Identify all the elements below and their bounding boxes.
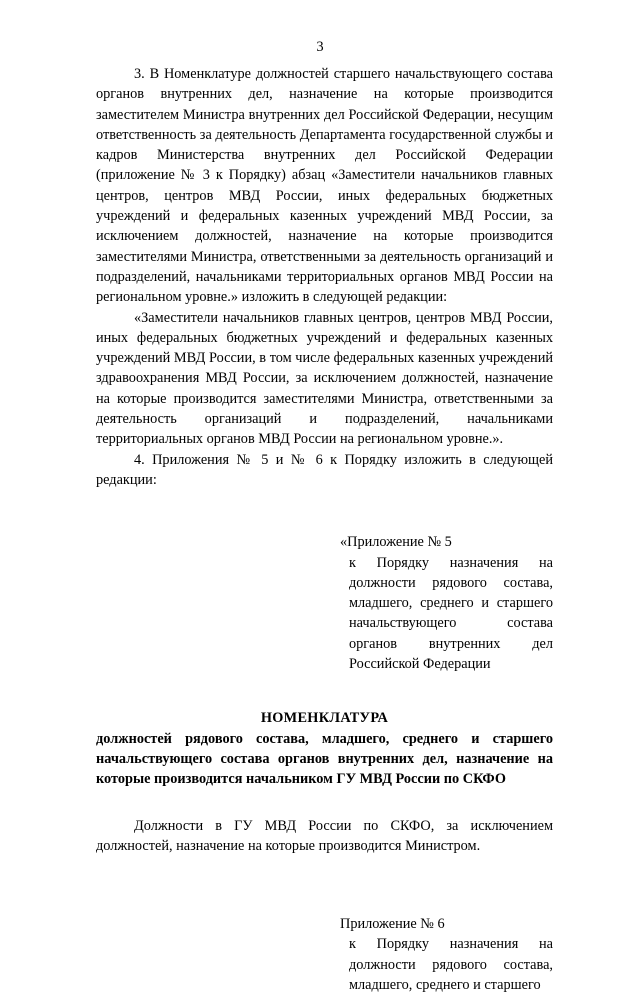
appendix-6-title: Приложение № 6 <box>340 916 445 933</box>
paragraph-positions-note: Должности в ГУ МВД России по СКФО, за исключением должностей, назначение на которые производится Министром. <box>96 817 553 854</box>
appendix-5-title: «Приложение № 5 <box>340 534 452 551</box>
nomenclature-heading: НОМЕНКЛАТУРА <box>260 710 389 727</box>
spacer-before-appendix-6 <box>96 856 553 914</box>
appendix-5-block <box>340 532 553 674</box>
document-body <box>96 64 553 995</box>
spacer-before-positions-note <box>96 790 553 816</box>
appendix-6-block <box>340 914 553 995</box>
page-number: 3 <box>316 39 324 55</box>
appendix-5-body: к Порядку назначения на должности рядового состава, младшего, среднего и старшего начальствующего состава органов внутренних дел Российской Федерации <box>349 554 553 673</box>
paragraph-item-3: 3. В Номенклатуре должностей старшего начальствующего состава органов внутренних дел, назначение на которые производится заместителем Министра внутренних дел Российской Федерации, несущим ответственность за деятельность Департамента государственной службы и кадров Министерства внутренних дел Российской Федерации (приложение № 3 к Порядку) абзац «Заместители начальников главных центров, центров МВД России, иных федеральных бюджетных учреждений и федеральных казенных учреждений МВД России, за исключением должностей, назначение на которые производится заместителями Министра, ответственными за деятельность организаций и подразделений, начальниками территориальных органов МВД России на региональном уровне.» изложить в следующей редакции: <box>96 66 553 306</box>
spacer-before-appendix-5 <box>96 490 553 532</box>
nomenclature-subtitle: должностей рядового состава, младшего, среднего и старшего начальствующего состава органов внутренних дел, назначение на которые производится начальником ГУ МВД России по СКФО <box>96 730 553 788</box>
paragraph-item-4: 4. Приложения № 5 и № 6 к Порядку изложить в следующей редакции: <box>96 451 553 488</box>
spacer-before-nomenclature <box>96 674 553 708</box>
paragraph-quoted-new-wording: «Заместители начальников главных центров, центров МВД России, иных федеральных бюджетных учреждений и федеральных казенных учреждений МВД России, в том числе федеральных казенных учреждений здравоохранения МВД России, за исключением должностей, назначение на которые производится заместителями Министра, ответственными за деятельность организаций и подразделений, начальниками территориальных органов МВД России на региональном уровне.». <box>96 309 553 448</box>
appendix-6-body: к Порядку назначения на должности рядового состава, младшего, среднего и старшего <box>349 936 553 993</box>
